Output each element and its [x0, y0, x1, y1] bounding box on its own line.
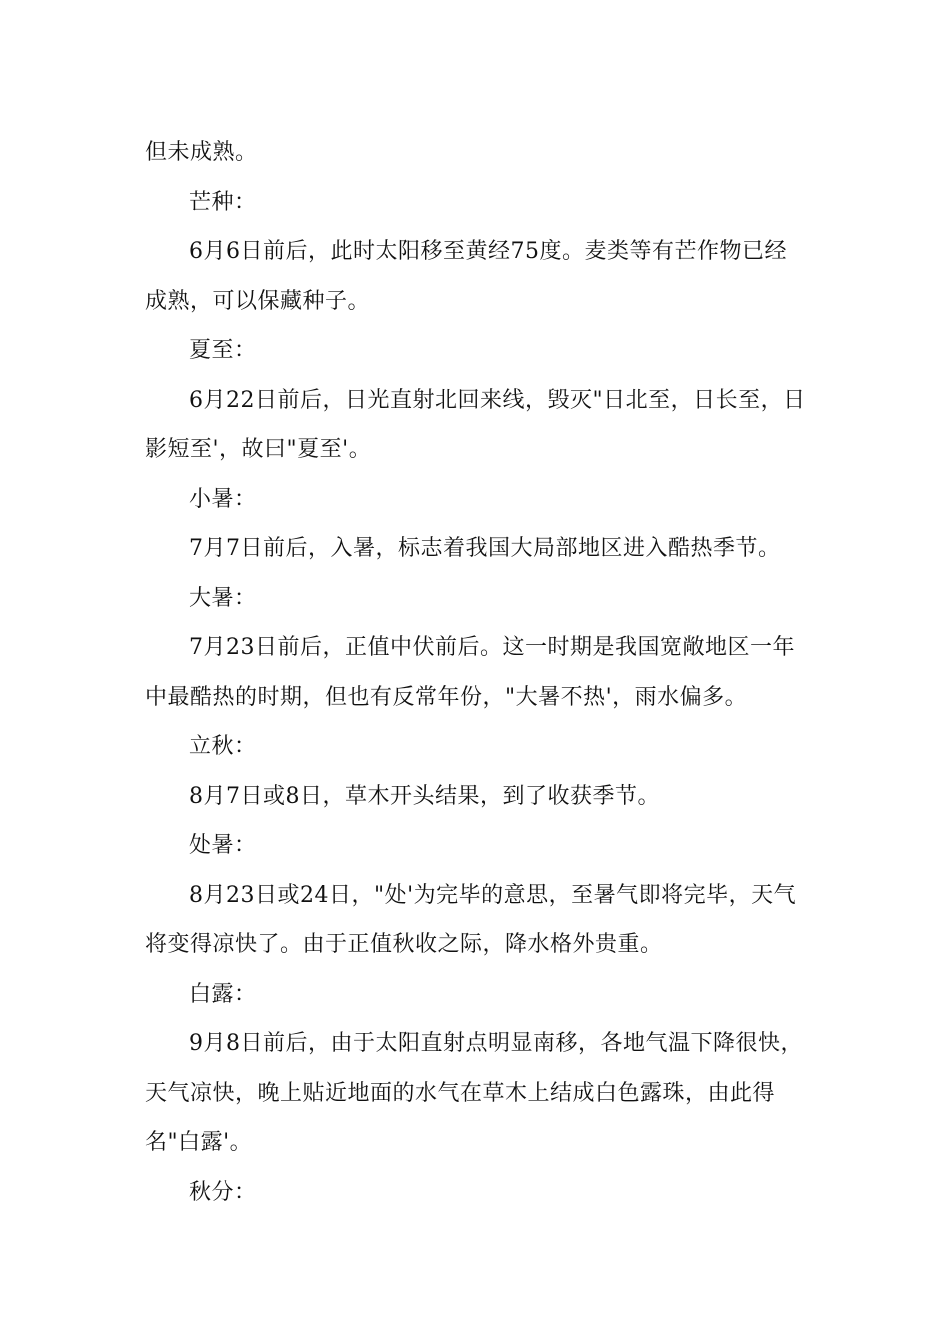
text-line-mangzhong-2: 成熟，可以保藏种子。	[145, 288, 371, 314]
text-line-dashu-2: 中最酷热的时期，但也有反常年份，"大暑不热'，雨水偏多。	[145, 684, 748, 710]
text-line-chushu-2: 将变得凉快了。由于正值秋收之际，降水格外贵重。	[145, 932, 663, 957]
text-line-mangzhong-1: 6月6日前后，此时太阳移至黄经75度。麦类等有芒作物已经	[189, 239, 787, 264]
text-line-liqiu-1: 8月7日或8日，草木开头结果，到了收获季节。	[189, 783, 660, 809]
term-heading-mangzhong: 芒种：	[189, 189, 257, 215]
text-line-chushu-1: 8月23日或24日，"处'为完毕的意思，至暑气即将完毕，天气	[189, 882, 797, 908]
document-body	[145, 128, 813, 1217]
term-heading-chushu: 处暑：	[189, 833, 257, 858]
term-heading-liqiu: 立秋：	[189, 734, 257, 759]
term-heading-xiaoshu: 小暑：	[189, 486, 257, 512]
term-heading-qiufen: 秋分：	[189, 1179, 257, 1205]
term-heading-dashu: 大暑：	[189, 585, 257, 611]
text-line-bailu-3: 名"白露'。	[145, 1130, 253, 1155]
text-line-continuation: 但未成熟。	[145, 140, 258, 165]
text-line-xiazhi-2: 影短至'，故曰"夏至'。	[145, 437, 372, 462]
term-heading-xiazhi: 夏至：	[189, 338, 257, 363]
text-line-bailu-2: 天气凉快，晚上贴近地面的水气在草木上结成白色露珠，由此得	[145, 1080, 776, 1106]
text-line-bailu-1: 9月8日前后，由于太阳直射点明显南移，各地气温下降很快，	[189, 1031, 803, 1056]
text-line-dashu-1: 7月23日前后，正值中伏前后。这一时期是我国宽敞地区一年	[189, 635, 795, 660]
text-line-xiaoshu-1: 7月7日前后，入暑，标志着我国大局部地区进入酷热季节。	[189, 536, 781, 561]
term-heading-bailu: 白露：	[189, 981, 257, 1007]
text-line-xiazhi-1: 6月22日前后，日光直射北回来线，毁灭"日北至，日长至，日	[189, 387, 806, 413]
